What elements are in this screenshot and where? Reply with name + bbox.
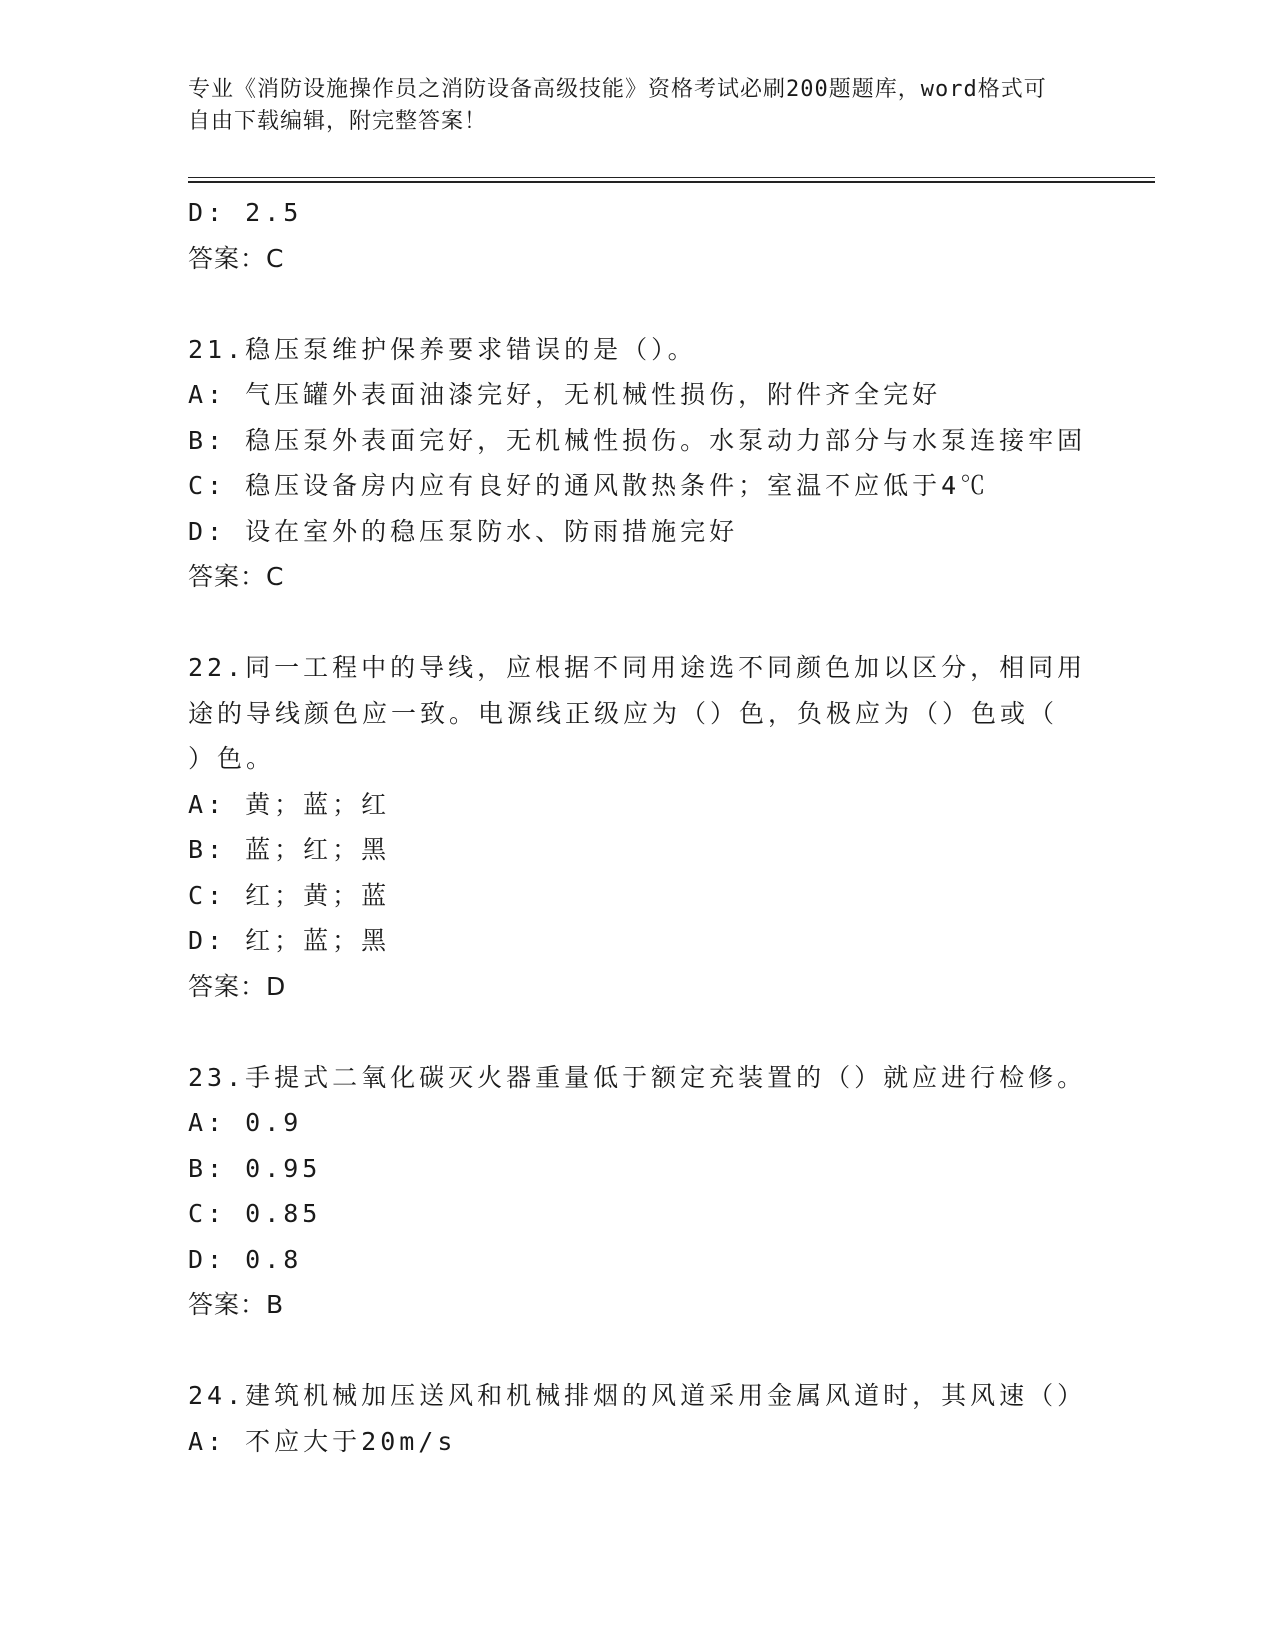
header-divider-thick [188, 181, 1155, 183]
option-c: C: 红；黄；蓝 [188, 880, 391, 910]
option-c: C: 稳压设备房内应有良好的通风散热条件；室温不应低于4℃ [188, 471, 990, 500]
option-b: B: 0.95 [188, 1153, 322, 1183]
option-a: A: 0.9 [188, 1108, 303, 1137]
option-d: D: 设在室外的稳压泵防水、防雨措施完好 [188, 516, 739, 546]
option-b: B: 蓝；红；黑 [188, 835, 391, 864]
question-text: 21.稳压泵维护保养要求错误的是（）。 [188, 334, 697, 364]
spacer [188, 281, 1088, 327]
option-d: D: 0.8 [188, 1244, 303, 1274]
question-text: 24.建筑机械加压送风和机械排烟的风道采用金属风道时，其风速（） [188, 1381, 1087, 1410]
answer-line: 答案：D [188, 971, 287, 1001]
option-d: D: 2.5 [188, 198, 303, 227]
question-text: ）色。 [188, 744, 276, 773]
document-header: 专业《消防设施操作员之消防设备高级技能》资格考试必刷200题题库，word格式可自由下载编辑，附完整答案！ [188, 77, 1047, 134]
answer-line: 答案：C [188, 243, 285, 273]
option-a: A: 不应大于20m/s [188, 1426, 457, 1456]
spacer [188, 1328, 1088, 1374]
answer-line: 答案：B [188, 1290, 285, 1319]
question-list [188, 190, 1088, 1464]
option-d: D: 红；蓝；黑 [188, 926, 391, 955]
option-b: B: 稳压泵外表面完好，无机械性损伤。水泵动力部分与水泵连接牢固 [188, 425, 1087, 455]
answer-line: 答案：C [188, 562, 285, 591]
question-text: 22.同一工程中的导线，应根据不同用途选不同颜色加以区分，相同用 [188, 653, 1087, 682]
question-text: 23.手提式二氧化碳灭火器重量低于额定充装置的（）就应进行检修。 [188, 1062, 1087, 1092]
spacer [188, 600, 1088, 646]
option-a: A: 黄；蓝；红 [188, 789, 391, 819]
question-text: 途的导线颜色应一致。电源线正级应为（）色，负极应为（）色或（ [188, 698, 1059, 728]
option-a: A: 气压罐外表面油漆完好，无机械性损伤，附件齐全完好 [188, 380, 942, 409]
spacer [188, 1009, 1088, 1055]
header-divider-thin [188, 177, 1155, 178]
option-c: C: 0.85 [188, 1199, 322, 1228]
